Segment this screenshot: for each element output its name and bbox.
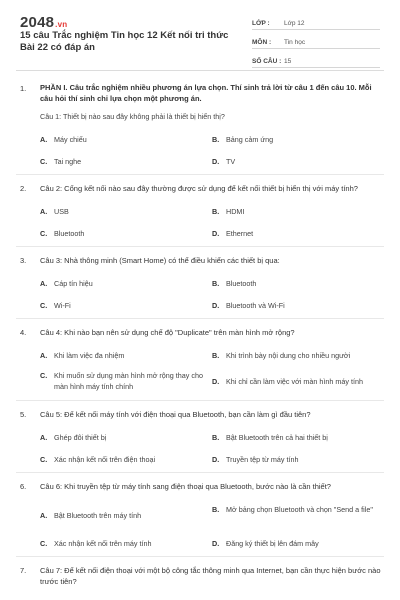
option-a[interactable]: A. Ghép đôi thiết bị — [40, 433, 107, 442]
question-divider — [16, 174, 384, 175]
question-text: Câu 1: Thiết bị nào sau đây không phải là thiết bị hiển thị? — [40, 112, 225, 121]
question-text: Câu 2: Cổng kết nối nào sau đây thường được sử dụng để kết nối thiết bị hiển thị với máy tính? — [40, 184, 358, 193]
meta-key: SỐ CÂU : — [252, 58, 282, 65]
question-divider — [16, 472, 384, 473]
question-text: Câu 4: Khi nào bạn nên sử dụng chế độ "Duplicate" trên màn hình mở rộng? — [40, 328, 295, 337]
meta-row-class — [252, 13, 380, 30]
question-number: 3. — [20, 256, 27, 265]
question-divider — [16, 246, 384, 247]
question-text: Câu 3: Nhà thông minh (Smart Home) có thể điều khiển các thiết bị qua: — [40, 256, 280, 265]
meta-key: LỚP : — [252, 20, 270, 27]
question-divider — [16, 318, 384, 319]
page-title: 15 câu Trắc nghiệm Tin học 12 Kết nối tri thức Bài 22 có đáp án — [20, 30, 229, 53]
question-text: Câu 5: Để kết nối máy tính với điện thoại qua Bluetooth, bạn cần làm gì đầu tiên? — [40, 410, 311, 419]
meta-value: 15 — [284, 58, 292, 65]
question-divider — [16, 556, 384, 557]
option-b[interactable]: B. Bật Bluetooth trên cả hai thiết bị — [212, 433, 328, 442]
question-number: 2. — [20, 184, 27, 193]
meta-value: Lớp 12 — [284, 20, 305, 27]
meta-row-subject — [252, 32, 380, 49]
option-c[interactable]: C. Xác nhận kết nối trên máy tính — [40, 539, 152, 548]
option-a[interactable]: A. Máy chiếu — [40, 135, 87, 144]
option-a[interactable]: A. Bật Bluetooth trên máy tính — [40, 511, 142, 520]
option-c[interactable]: C. Wi-Fi — [40, 301, 71, 310]
question-number: 6. — [20, 482, 27, 491]
option-d[interactable]: D. TV — [212, 157, 236, 166]
part-instructions: PHẦN I. Câu trắc nghiệm nhiều phương án lựa chọn. Thí sinh trả lời từ câu 1 đến câu 10. Mỗi câu hỏi thí sinh chỉ lựa chọn một phương án. — [40, 83, 372, 103]
option-b[interactable]: B. HDMI — [212, 207, 245, 216]
header-divider — [16, 70, 384, 71]
option-b[interactable]: B. Bluetooth — [212, 279, 257, 288]
question-number: 4. — [20, 328, 27, 337]
meta-row-count — [252, 51, 380, 68]
option-c[interactable]: C. Bluetooth — [40, 229, 85, 238]
meta-table — [252, 13, 380, 70]
option-d[interactable]: D. Truyền tệp từ máy tính — [212, 455, 299, 464]
question-number: 7. — [20, 566, 27, 575]
option-a[interactable]: A. Cáp tín hiệu — [40, 279, 93, 288]
meta-key: MÔN : — [252, 39, 272, 46]
header — [0, 0, 400, 65]
option-d[interactable]: D. Khi chỉ cần làm việc với màn hình máy tính — [212, 377, 363, 386]
option-c[interactable]: C. Xác nhận kết nối trên điện thoại — [40, 455, 156, 464]
option-c[interactable]: C. Tai nghe — [40, 157, 82, 166]
option-b[interactable]: B. Khi trình bày nội dung cho nhiều người — [212, 351, 351, 360]
meta-value: Tin học — [284, 39, 306, 46]
question-number: 5. — [20, 410, 27, 419]
option-b[interactable]: B. Mở bảng chọn Bluetooth và chọn "Send a file" — [212, 505, 373, 514]
question-number: 1. — [20, 84, 27, 93]
option-d[interactable]: D. Ethernet — [212, 229, 254, 238]
option-a[interactable]: A. USB — [40, 207, 69, 216]
site-logo[interactable]: 2048.vn — [20, 14, 68, 31]
option-c[interactable]: C. Khi muốn sử dụng màn hình mở rộng thay cho màn hình máy tính chính — [40, 371, 203, 391]
question-divider — [16, 400, 384, 401]
option-d[interactable]: D. Đăng ký thiết bị lên đám mây — [212, 539, 319, 548]
question-text: Câu 6: Khi truyền tệp từ máy tính sang điện thoại qua Bluetooth, bước nào là cần thiết? — [40, 482, 331, 491]
option-b[interactable]: B. Bảng cảm ứng — [212, 135, 274, 144]
option-a[interactable]: A. Khi làm việc đa nhiệm — [40, 351, 125, 360]
option-d[interactable]: D. Bluetooth và Wi-Fi — [212, 301, 285, 310]
question-text: Câu 7: Để kết nối điện thoại với một bộ công tắc thông minh qua Internet, bạn cần thực hiện bước nào trước tiên? — [40, 566, 381, 586]
